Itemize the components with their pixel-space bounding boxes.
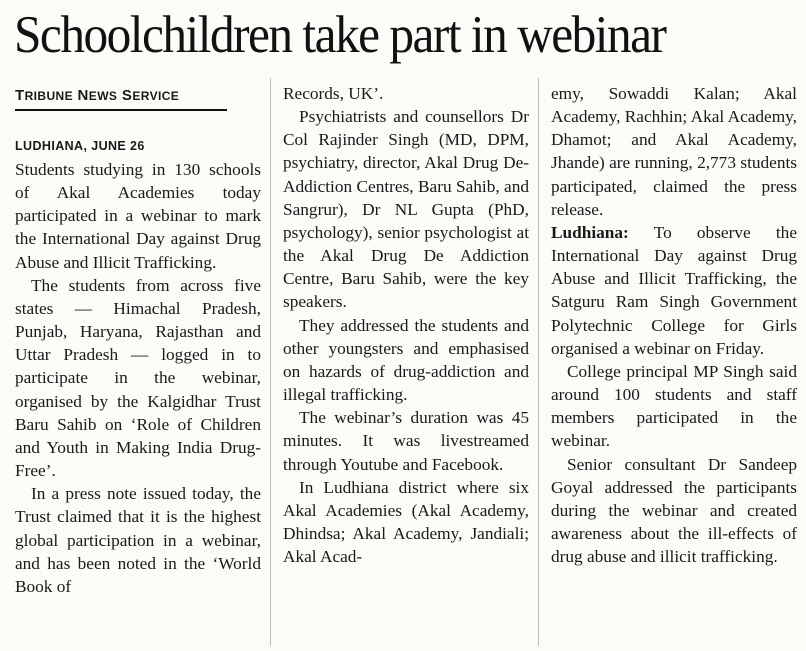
paragraph: The webinar’s duration was 45 minutes. It was livestreamed through Youtube and Facebook.	[283, 408, 529, 474]
byline-part: S	[117, 87, 133, 104]
paragraph: emy, Sowaddi Kalan; Akal Academy, Rachhin; Akal Academy, Dhamot; and Akal Academy, Jhande) are running, 2,773 students participated, claimed the press release.	[551, 84, 797, 219]
paragraph: Senior consultant Dr Sandeep Goyal addressed the participants during the webinar and created awareness about the ill-effects of drug abuse and illicit trafficking.	[551, 454, 797, 567]
paragraph: Psychiatrists and counsellors Dr Col Rajinder Singh (MD, DPM, psychiatry, director, Akal Drug De-Addiction Centres, Baru Sahib, and Sangrur), Dr NL Gupta (PhD, psychology), senior psychologist at the Akal Drug De Addiction Centre, Baru Sahib, were the key speakers.	[283, 107, 529, 312]
column-1	[15, 82, 261, 598]
paragraph-body: To observe the International Day against Drug Abuse and Illicit Trafficking, the Satguru Ram Singh Government Polytechnic College for Girls organised a webinar on Friday.	[551, 222, 797, 358]
byline-part: T	[15, 87, 25, 104]
byline-part: N	[72, 87, 89, 104]
paragraph: College principal MP Singh said around 100 students and staff members participated in the webinar.	[551, 361, 797, 451]
paragraph: In a press note issued today, the Trust claimed that it is the highest global participation in a webinar, and has been noted in the ‘World Book of	[15, 484, 261, 596]
column-divider	[270, 78, 271, 646]
paragraph-lead: Ludhiana:	[551, 222, 629, 242]
paragraph: The students from across five states — Himachal Pradesh, Punjab, Haryana, Rajasthan and Uttar Pradesh — logged in to participate in the webinar, organised by the Kalgidhar Trust Baru Sahib on ‘Role of Children and Youth in Making India Drug-Free’.	[15, 275, 261, 481]
headline: Schoolchildren take part in webinar	[14, 6, 666, 64]
column-3	[551, 82, 797, 568]
column-2	[283, 82, 529, 568]
byline-part: ERVICE	[132, 89, 180, 103]
paragraph	[551, 221, 797, 360]
paragraph: Students studying in 130 schools of Akal Academies today participated in a webinar to mark the International Day against Drug Abuse and Illicit Trafficking.	[15, 160, 261, 272]
paragraph: Records, UK’.	[283, 84, 384, 103]
byline	[15, 86, 227, 111]
byline-part: EWS	[88, 89, 118, 103]
column-divider	[538, 78, 539, 646]
paragraph: In Ludhiana district where six Akal Academies (Akal Academy, Dhindsa; Akal Academy, Jandiali; Akal Acad-	[283, 477, 529, 567]
dateline: LUDHIANA, JUNE 26	[15, 139, 145, 153]
byline-part: RIBUNE	[24, 89, 73, 103]
paragraph: They addressed the students and other youngsters and emphasised on hazards of drug-addiction and illegal trafficking.	[283, 315, 529, 405]
